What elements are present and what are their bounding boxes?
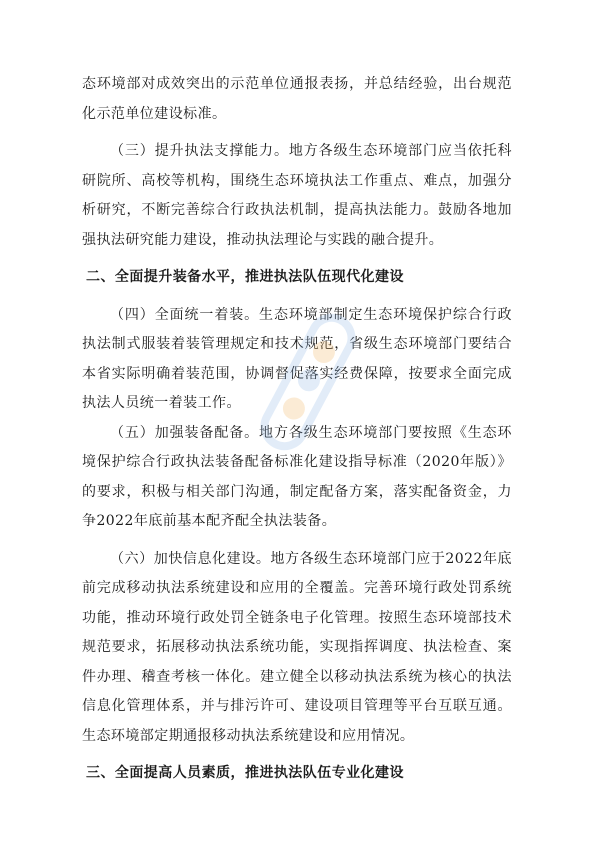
spacer: [82, 293, 512, 301]
spacer: [82, 129, 512, 137]
spacer: [82, 537, 512, 545]
spacer: [82, 255, 512, 263]
paragraph-continuation: 态环境部对成效突出的示范单位通报表扬，并总结经验，出台规范化示范单位建设标准。: [82, 76, 512, 122]
paragraph-item-6: （六）加快信息化建设。地方各级生态环境部门应于2022年底前完成移动执法系统建设和应用的全覆盖。完善环境行政处罚系统功能，推动环境行政处罚全链条电子化管理。按照生态环境部技术规范要求，拓展移动执法系统功能，实现指挥调度、执法检查、案件办理、稽查考核一体化。建立健全以移动执法系统为核心的执法信息化管理体系，并与排污许可、建设项目管理等平台互联互通。生态环境部定期通报移动执法系统建设和应用情况。: [82, 550, 512, 744]
spacer: [82, 751, 512, 759]
paragraph-item-5: （五）加强装备配备。地方各级生态环境部门要按照《生态环境保护综合行政执法装备配备标准化建设指导标准（2020年版）》的要求，积极与相关部门沟通，制定配备方案，落实配备资金，力争2022年底前基本配齐配全执法装备。: [82, 424, 512, 529]
document-page: [82, 70, 512, 789]
section-heading-3: 三、全面提高人员素质，推进执法队伍专业化建设: [86, 765, 404, 781]
section-heading-2: 二、全面提升装备水平，推进执法队伍现代化建设: [86, 269, 404, 285]
paragraph-item-3: （三）提升执法支撑能力。地方各级生态环境部门应当依托科研院所、高校等机构，围绕生态环境执法工作重点、难点，加强分析研究，不断完善综合行政执法机制，提高执法能力。鼓励各地加强执法研究能力建设，推动执法理论与实践的融合提升。: [82, 143, 512, 248]
paragraph-item-4: （四）全面统一着装。生态环境部制定生态环境保护综合行政执法制式服装着装管理规定和技术规范，省级生态环境部门要结合本省实际明确着装范围，协调督促落实经费保障，按要求全面完成执法人员统一着装工作。: [82, 306, 512, 411]
